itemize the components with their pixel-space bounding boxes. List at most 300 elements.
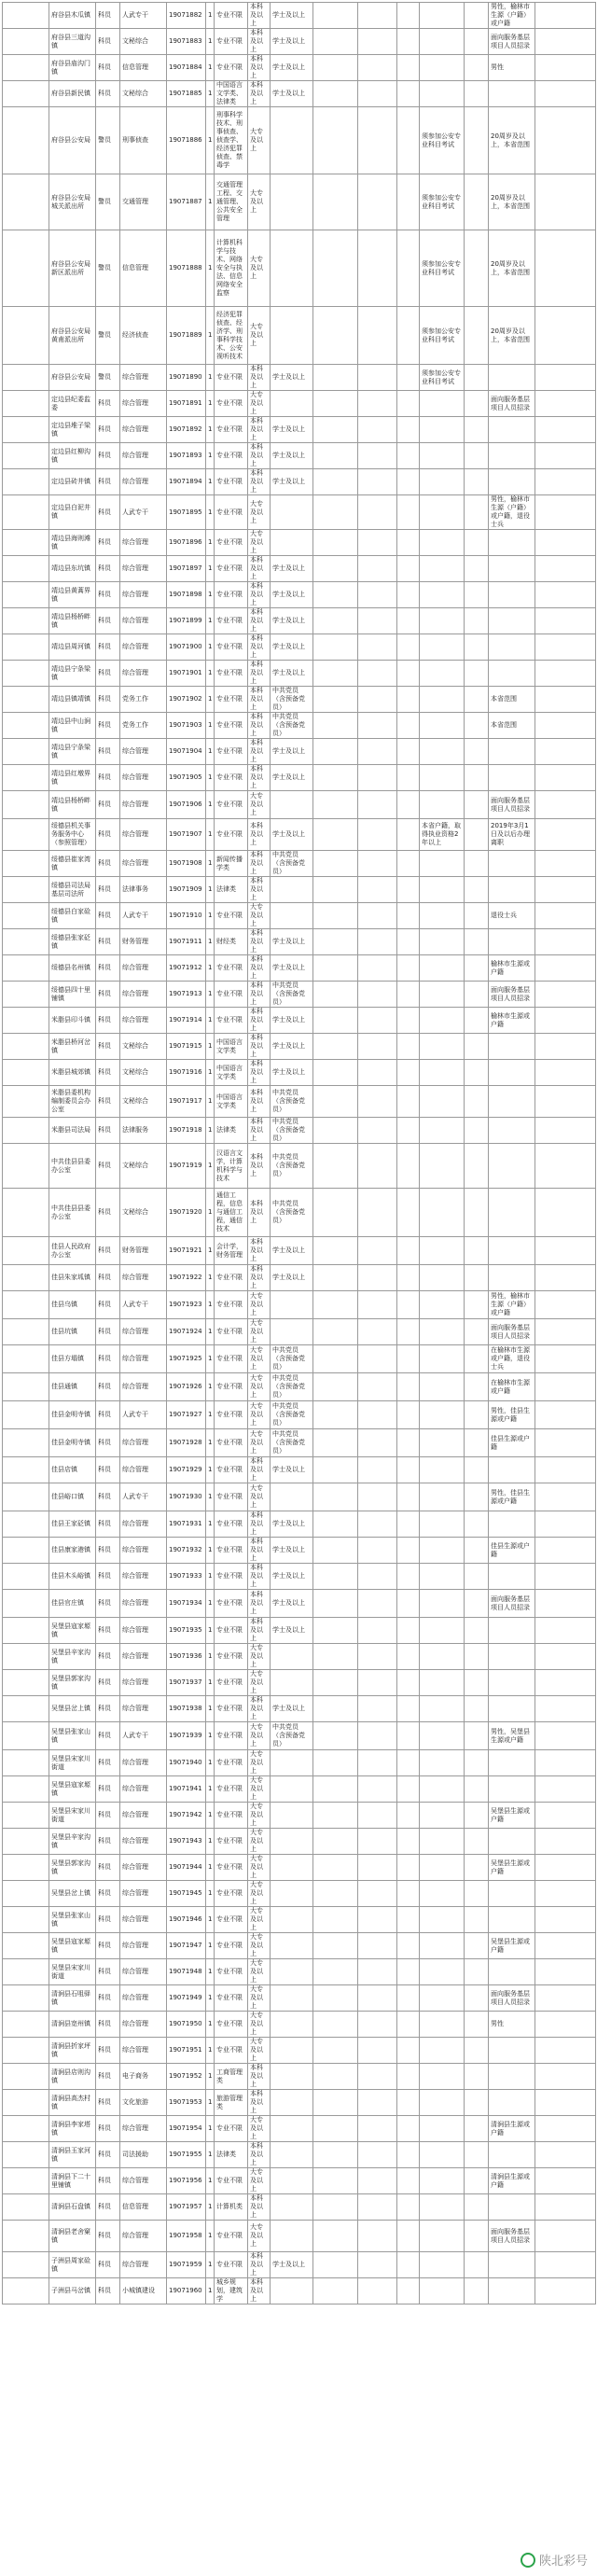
- cell-blank1: [313, 1959, 358, 1985]
- cell-city: [3, 307, 49, 365]
- cell-blank4: [465, 1776, 489, 1803]
- table-row: [3, 877, 596, 903]
- cell-dept: 科员: [96, 1429, 120, 1457]
- cell-num: 1: [206, 819, 215, 851]
- cell-blank1: [313, 1590, 358, 1618]
- cell-exam: [420, 687, 465, 713]
- cell-pos: 综合管理: [120, 1803, 167, 1829]
- cell-exam: [420, 1401, 465, 1429]
- cell-blank1: [313, 1457, 358, 1483]
- cell-city: [3, 2038, 49, 2064]
- cell-blank2: [358, 2116, 397, 2142]
- cell-code: 19071883: [167, 29, 206, 55]
- cell-other: [271, 2038, 313, 2064]
- cell-blank4: [465, 29, 489, 55]
- cell-city: [3, 365, 49, 391]
- cell-unit: 府谷县公安局: [49, 107, 96, 174]
- cell-pos: 综合管理: [120, 1829, 167, 1855]
- cell-degree: 大专及以上: [248, 530, 271, 556]
- cell-exam: [420, 2194, 465, 2221]
- cell-city: [3, 81, 49, 107]
- cell-pos: 综合管理: [120, 2116, 167, 2142]
- cell-blank4: [465, 713, 489, 739]
- cell-degree: 大专及以上: [248, 1401, 271, 1429]
- cell-code: 19071906: [167, 791, 206, 819]
- cell-blank5: [535, 687, 596, 713]
- cell-num: 1: [206, 3, 215, 29]
- cell-exam: [420, 417, 465, 443]
- cell-degree: 大专及以上: [248, 1907, 271, 1933]
- cell-blank2: [358, 1189, 397, 1237]
- cell-dept: 科员: [96, 903, 120, 929]
- cell-blank3: [397, 1644, 420, 1670]
- table-row: [3, 443, 596, 469]
- table-row: [3, 1319, 596, 1345]
- cell-remark: 面向服务基层项目人员招录: [489, 2221, 535, 2252]
- cell-unit: 清涧县李家塔镇: [49, 2116, 96, 2142]
- cell-blank3: [397, 1483, 420, 1511]
- table-row: [3, 1538, 596, 1564]
- cell-exam: [420, 1881, 465, 1907]
- watermark-text: 陕北彩号: [538, 2555, 588, 2569]
- cell-pos: 人武专干: [120, 1401, 167, 1429]
- cell-city: [3, 107, 49, 174]
- wechat-logo-icon: [521, 2553, 535, 2568]
- cell-other: 学士及以上: [271, 955, 313, 982]
- cell-degree: 大专及以上: [248, 2038, 271, 2064]
- cell-other: [271, 230, 313, 307]
- cell-exam: [420, 1457, 465, 1483]
- cell-blank4: [465, 307, 489, 365]
- cell-unit: 子洲县马岔镇: [49, 2278, 96, 2304]
- cell-pos: 电子商务: [120, 2064, 167, 2090]
- cell-edu: 专业不限: [215, 791, 248, 819]
- cell-unit: 府谷县新民镇: [49, 81, 96, 107]
- cell-unit: 吴堡县寇家塬镇: [49, 1776, 96, 1803]
- cell-code: 19071895: [167, 495, 206, 530]
- cell-degree: 本科及以上: [248, 982, 271, 1008]
- cell-city: [3, 1618, 49, 1644]
- cell-blank4: [465, 661, 489, 687]
- cell-code: 19071940: [167, 1750, 206, 1776]
- cell-edu: 专业不限: [215, 1429, 248, 1457]
- cell-code: 19071946: [167, 1907, 206, 1933]
- cell-num: 1: [206, 469, 215, 495]
- cell-blank1: [313, 1429, 358, 1457]
- table-row: [3, 1008, 596, 1034]
- cell-city: [3, 2194, 49, 2221]
- cell-blank5: [535, 1959, 596, 1985]
- cell-unit: 米脂县印斗镇: [49, 1008, 96, 1034]
- cell-exam: [420, 1237, 465, 1265]
- cell-edu: 专业不限: [215, 1670, 248, 1696]
- cell-blank5: [535, 1118, 596, 1144]
- cell-city: [3, 391, 49, 417]
- cell-pos: 文秘综合: [120, 1144, 167, 1189]
- cell-blank4: [465, 1060, 489, 1086]
- cell-code: 19071921: [167, 1237, 206, 1265]
- cell-remark: 面向服务基层项目人员招录: [489, 391, 535, 417]
- cell-num: 1: [206, 1750, 215, 1776]
- cell-city: [3, 174, 49, 230]
- cell-num: 1: [206, 495, 215, 530]
- cell-blank3: [397, 1855, 420, 1881]
- cell-dept: 科员: [96, 2038, 120, 2064]
- table-row: [3, 2142, 596, 2168]
- table-row: [3, 1829, 596, 1855]
- cell-degree: 本科及以上: [248, 2252, 271, 2278]
- cell-blank5: [535, 1144, 596, 1189]
- cell-edu: 专业不限: [215, 1457, 248, 1483]
- cell-dept: 科员: [96, 443, 120, 469]
- cell-blank1: [313, 1008, 358, 1034]
- table-row: [3, 1511, 596, 1538]
- cell-blank4: [465, 1985, 489, 2012]
- cell-unit: 府谷县庙沟门镇: [49, 55, 96, 81]
- cell-pos: 综合管理: [120, 1696, 167, 1722]
- cell-degree: 大专及以上: [248, 791, 271, 819]
- cell-exam: [420, 1670, 465, 1696]
- cell-code: 19071929: [167, 1457, 206, 1483]
- table-row: [3, 955, 596, 982]
- cell-dept: 科员: [96, 1618, 120, 1644]
- cell-blank3: [397, 2194, 420, 2221]
- cell-blank4: [465, 955, 489, 982]
- cell-unit: 绥德县四十里铺镇: [49, 982, 96, 1008]
- cell-blank2: [358, 1538, 397, 1564]
- cell-blank3: [397, 1722, 420, 1750]
- cell-blank1: [313, 1144, 358, 1189]
- cell-blank4: [465, 903, 489, 929]
- cell-num: 1: [206, 903, 215, 929]
- cell-num: 1: [206, 365, 215, 391]
- cell-code: 19071954: [167, 2116, 206, 2142]
- cell-blank2: [358, 55, 397, 81]
- cell-pos: 刑事侦查: [120, 107, 167, 174]
- cell-pos: 综合管理: [120, 791, 167, 819]
- cell-blank5: [535, 2168, 596, 2194]
- cell-blank5: [535, 1696, 596, 1722]
- cell-exam: [420, 661, 465, 687]
- cell-blank4: [465, 851, 489, 877]
- cell-unit: 清涧县店则沟镇: [49, 2064, 96, 2090]
- cell-degree: 本科及以上: [248, 1538, 271, 1564]
- cell-edu: 中国语言文学类: [215, 1034, 248, 1060]
- table-row: [3, 1985, 596, 2012]
- cell-city: [3, 1086, 49, 1118]
- cell-edu: 专业不限: [215, 29, 248, 55]
- cell-code: 19071886: [167, 107, 206, 174]
- cell-blank1: [313, 495, 358, 530]
- cell-degree: 大专及以上: [248, 174, 271, 230]
- cell-exam: [420, 1618, 465, 1644]
- cell-edu: 专业不限: [215, 1564, 248, 1590]
- cell-num: 1: [206, 1538, 215, 1564]
- cell-blank1: [313, 634, 358, 661]
- cell-code: 19071885: [167, 81, 206, 107]
- cell-pos: 文秘综合: [120, 1034, 167, 1060]
- cell-exam: [420, 1008, 465, 1034]
- cell-pos: 经济侦查: [120, 307, 167, 365]
- cell-blank2: [358, 1034, 397, 1060]
- cell-blank2: [358, 819, 397, 851]
- cell-blank1: [313, 230, 358, 307]
- cell-edu: 法律类: [215, 877, 248, 903]
- cell-blank3: [397, 391, 420, 417]
- cell-pos: 综合管理: [120, 1855, 167, 1881]
- cell-dept: 科员: [96, 1034, 120, 1060]
- cell-blank5: [535, 982, 596, 1008]
- cell-blank1: [313, 739, 358, 765]
- cell-pos: 综合管理: [120, 582, 167, 608]
- cell-other: 学士及以上: [271, 661, 313, 687]
- cell-blank4: [465, 2090, 489, 2116]
- cell-other: [271, 1907, 313, 1933]
- cell-blank5: [535, 107, 596, 174]
- cell-city: [3, 1345, 49, 1373]
- cell-blank3: [397, 1590, 420, 1618]
- cell-edu: 经济犯罪侦查、经济学、刑事科学技术、公安视听技术: [215, 307, 248, 365]
- cell-pos: 综合管理: [120, 851, 167, 877]
- cell-code: 19071957: [167, 2194, 206, 2221]
- cell-degree: 本科及以上: [248, 1086, 271, 1118]
- cell-pos: 法律事务: [120, 877, 167, 903]
- cell-remark: [489, 417, 535, 443]
- cell-code: 19071889: [167, 307, 206, 365]
- cell-other: 学士及以上: [271, 765, 313, 791]
- cell-edu: 专业不限: [215, 1696, 248, 1722]
- cell-blank5: [535, 2090, 596, 2116]
- cell-blank5: [535, 765, 596, 791]
- cell-code: 19071935: [167, 1618, 206, 1644]
- cell-blank2: [358, 739, 397, 765]
- cell-code: 19071960: [167, 2278, 206, 2304]
- cell-remark: 男性，佳县生源或户籍: [489, 1401, 535, 1429]
- cell-num: 1: [206, 634, 215, 661]
- cell-city: [3, 582, 49, 608]
- cell-remark: [489, 2090, 535, 2116]
- cell-degree: 本科及以上: [248, 55, 271, 81]
- cell-edu: 专业不限: [215, 1803, 248, 1829]
- cell-dept: 警员: [96, 365, 120, 391]
- cell-exam: [420, 1803, 465, 1829]
- cell-blank1: [313, 1086, 358, 1118]
- cell-remark: [489, 1696, 535, 1722]
- cell-remark: 男性，榆林市生源（户籍）或户籍: [489, 1291, 535, 1319]
- cell-unit: 清涧县下二十里铺镇: [49, 2168, 96, 2194]
- cell-edu: 专业不限: [215, 1511, 248, 1538]
- cell-remark: [489, 1750, 535, 1776]
- cell-blank3: [397, 582, 420, 608]
- cell-edu: 专业不限: [215, 903, 248, 929]
- cell-degree: 大专及以上: [248, 230, 271, 307]
- cell-city: [3, 608, 49, 634]
- cell-blank5: [535, 955, 596, 982]
- cell-exam: [420, 1511, 465, 1538]
- cell-dept: 科员: [96, 1511, 120, 1538]
- cell-city: [3, 1060, 49, 1086]
- cell-degree: 大专及以上: [248, 1829, 271, 1855]
- cell-blank4: [465, 1670, 489, 1696]
- cell-blank4: [465, 1144, 489, 1189]
- cell-blank2: [358, 107, 397, 174]
- cell-code: 19071958: [167, 2221, 206, 2252]
- cell-degree: 大专及以上: [248, 391, 271, 417]
- cell-dept: 科员: [96, 1933, 120, 1959]
- cell-degree: 本科及以上: [248, 1590, 271, 1618]
- table-row: [3, 230, 596, 307]
- cell-unit: 府谷县公安局新区派出所: [49, 230, 96, 307]
- cell-blank1: [313, 608, 358, 634]
- cell-remark: 吴堡县生源或户籍: [489, 1855, 535, 1881]
- cell-blank3: [397, 687, 420, 713]
- cell-other: 学士及以上: [271, 582, 313, 608]
- cell-city: [3, 2116, 49, 2142]
- cell-degree: 本科及以上: [248, 365, 271, 391]
- cell-edu: 专业不限: [215, 1373, 248, 1401]
- cell-blank3: [397, 1457, 420, 1483]
- cell-code: 19071919: [167, 1144, 206, 1189]
- cell-other: [271, 1750, 313, 1776]
- cell-blank1: [313, 81, 358, 107]
- cell-degree: 大专及以上: [248, 1722, 271, 1750]
- cell-edu: 专业不限: [215, 417, 248, 443]
- cell-dept: 科员: [96, 819, 120, 851]
- cell-exam: [420, 3, 465, 29]
- cell-blank2: [358, 1511, 397, 1538]
- table-row: [3, 1118, 596, 1144]
- cell-degree: 大专及以上: [248, 1291, 271, 1319]
- cell-other: [271, 2194, 313, 2221]
- cell-unit: 佳县朱家坬镇: [49, 1265, 96, 1291]
- cell-pos: 文秘综合: [120, 1086, 167, 1118]
- cell-remark: [489, 1670, 535, 1696]
- cell-pos: 信息管理: [120, 55, 167, 81]
- cell-blank1: [313, 929, 358, 955]
- cell-pos: 文秘综合: [120, 1060, 167, 1086]
- cell-exam: [420, 1829, 465, 1855]
- cell-blank2: [358, 2252, 397, 2278]
- cell-code: 19071951: [167, 2038, 206, 2064]
- cell-blank1: [313, 1985, 358, 2012]
- cell-blank1: [313, 1401, 358, 1429]
- cell-pos: 综合管理: [120, 819, 167, 851]
- cell-unit: 定边县砖井镇: [49, 469, 96, 495]
- cell-blank5: [535, 174, 596, 230]
- cell-unit: 清涧县宽州镇: [49, 2012, 96, 2038]
- cell-other: [271, 391, 313, 417]
- cell-blank2: [358, 903, 397, 929]
- cell-edu: 专业不限: [215, 982, 248, 1008]
- cell-blank5: [535, 230, 596, 307]
- cell-pos: 人武专干: [120, 3, 167, 29]
- cell-exam: [420, 1538, 465, 1564]
- cell-city: [3, 1985, 49, 2012]
- cell-num: 1: [206, 55, 215, 81]
- cell-blank1: [313, 1265, 358, 1291]
- cell-dept: 科员: [96, 608, 120, 634]
- cell-remark: 面向服务基层项目人员招录: [489, 1985, 535, 2012]
- cell-pos: 小城镇建设: [120, 2278, 167, 2304]
- cell-blank5: [535, 2278, 596, 2304]
- cell-blank1: [313, 443, 358, 469]
- cell-city: [3, 713, 49, 739]
- cell-blank4: [465, 495, 489, 530]
- cell-other: 学士及以上: [271, 365, 313, 391]
- cell-edu: 专业不限: [215, 1776, 248, 1803]
- cell-unit: 佳县乌镇: [49, 1291, 96, 1319]
- cell-num: 1: [206, 739, 215, 765]
- cell-other: 中共党员（含预备党员）: [271, 1429, 313, 1457]
- cell-edu: 法律类: [215, 1118, 248, 1144]
- cell-exam: 须参加公安专业科目考试: [420, 107, 465, 174]
- cell-blank5: [535, 1644, 596, 1670]
- cell-edu: 法律类: [215, 2142, 248, 2168]
- cell-unit: 吴堡县辛家沟镇: [49, 1829, 96, 1855]
- cell-other: 学士及以上: [271, 1060, 313, 1086]
- cell-degree: 本科及以上: [248, 1696, 271, 1722]
- cell-pos: 人武专干: [120, 903, 167, 929]
- cell-degree: 大专及以上: [248, 495, 271, 530]
- table-row: [3, 1933, 596, 1959]
- cell-degree: 大专及以上: [248, 1881, 271, 1907]
- cell-blank2: [358, 661, 397, 687]
- cell-blank2: [358, 1933, 397, 1959]
- cell-blank1: [313, 955, 358, 982]
- cell-blank5: [535, 391, 596, 417]
- cell-dept: 科员: [96, 1590, 120, 1618]
- cell-dept: 科员: [96, 81, 120, 107]
- cell-pos: 综合管理: [120, 1590, 167, 1618]
- cell-edu: 专业不限: [215, 819, 248, 851]
- cell-num: 1: [206, 2252, 215, 2278]
- cell-city: [3, 443, 49, 469]
- cell-city: [3, 1034, 49, 1060]
- cell-blank1: [313, 1483, 358, 1511]
- cell-remark: [489, 765, 535, 791]
- cell-exam: [420, 1959, 465, 1985]
- cell-unit: 绥德县机关事务服务中心（参照管理）: [49, 819, 96, 851]
- cell-dept: 科员: [96, 791, 120, 819]
- cell-blank3: [397, 495, 420, 530]
- table-row: [3, 1189, 596, 1237]
- cell-blank1: [313, 1855, 358, 1881]
- cell-blank4: [465, 2064, 489, 2090]
- watermark: [517, 2549, 591, 2570]
- cell-blank3: [397, 955, 420, 982]
- cell-unit: 绥德县崔家湾镇: [49, 851, 96, 877]
- cell-num: 1: [206, 1034, 215, 1060]
- cell-blank4: [465, 739, 489, 765]
- cell-degree: 本科及以上: [248, 2194, 271, 2221]
- cell-remark: 吴堡县生源或户籍: [489, 1803, 535, 1829]
- table-row: [3, 851, 596, 877]
- cell-edu: 中国语言文学类: [215, 1060, 248, 1086]
- cell-other: [271, 877, 313, 903]
- cell-remark: [489, 851, 535, 877]
- cell-other: 学士及以上: [271, 1590, 313, 1618]
- cell-num: 1: [206, 556, 215, 582]
- cell-remark: 榆林市生源或户籍: [489, 1008, 535, 1034]
- cell-edu: 中国语言文学类: [215, 1086, 248, 1118]
- cell-blank2: [358, 1803, 397, 1829]
- cell-pos: 人武专干: [120, 1483, 167, 1511]
- cell-code: 19071888: [167, 230, 206, 307]
- cell-code: 19071903: [167, 713, 206, 739]
- cell-remark: [489, 1829, 535, 1855]
- cell-pos: 司法援助: [120, 2142, 167, 2168]
- cell-pos: 综合管理: [120, 661, 167, 687]
